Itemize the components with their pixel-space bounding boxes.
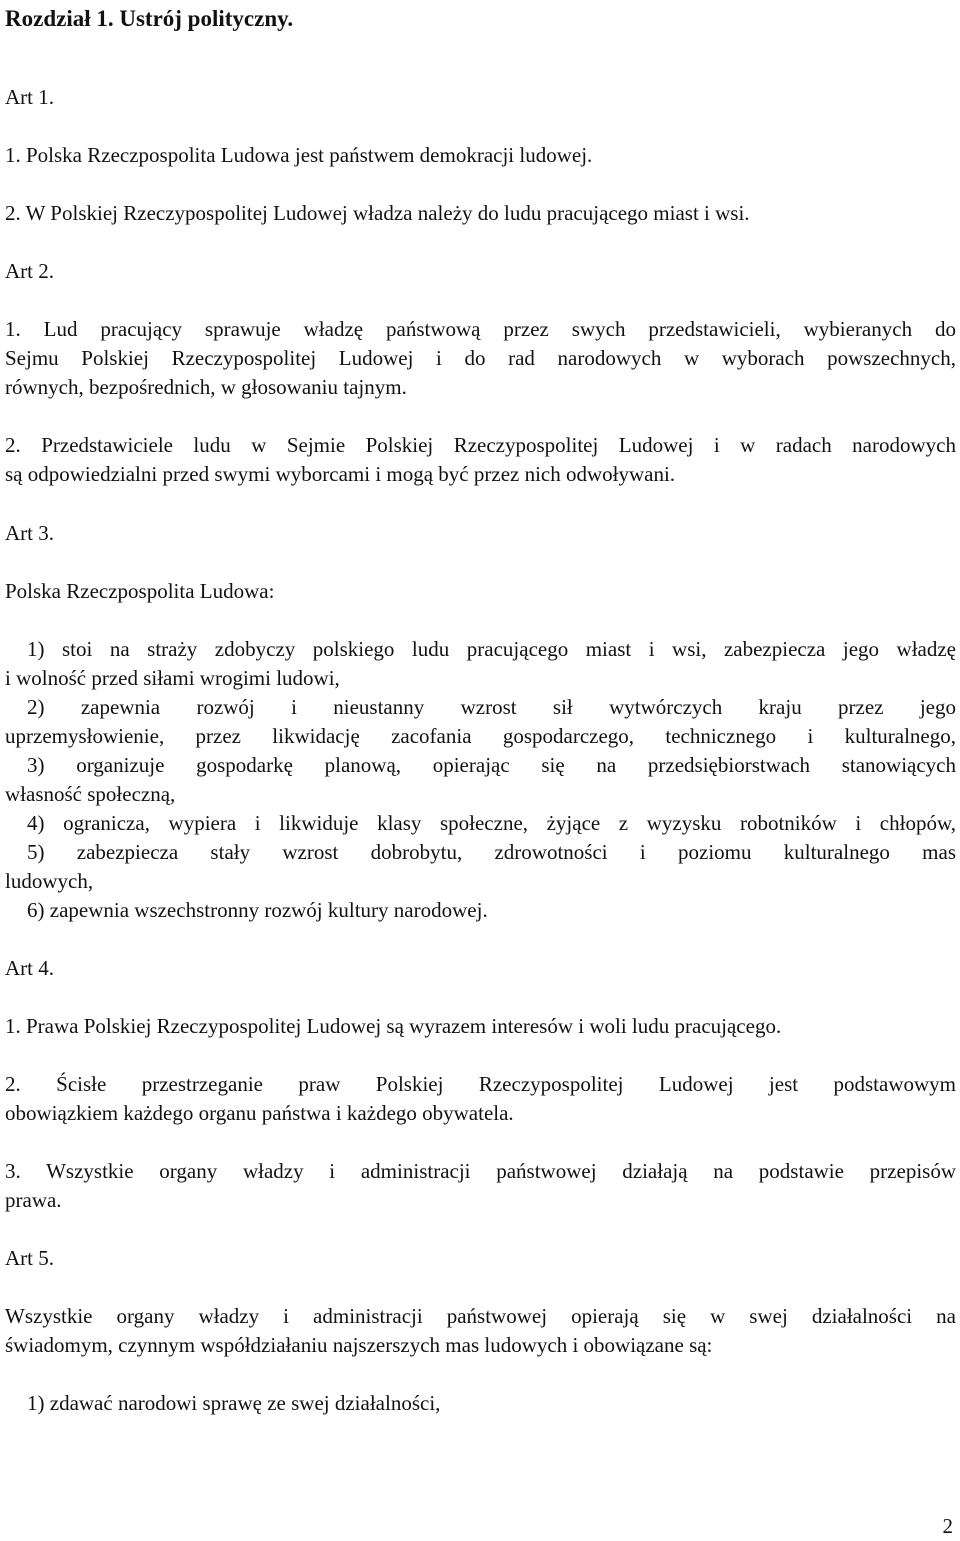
article-3-item-1-line-2: i wolność przed siłami wrogimi ludowi, xyxy=(5,666,340,690)
article-3-item-1-line-1: 1) stoi na straży zdobyczy polskiego ludu pracującego miast i wsi, zabezpiecza jego władzę xyxy=(27,637,956,661)
article-1-paragraph-2: 2. W Polskiej Rzeczypospolitej Ludowej władza należy do ludu pracującego miast i wsi. xyxy=(5,201,750,225)
article-5-paragraph-line-1: Wszystkie organy władzy i administracji państwowej opierają się w swej działalności na xyxy=(5,1304,956,1328)
article-3-item-5-line-2: ludowych, xyxy=(5,869,94,893)
article-3-item-3-line-2: własność społeczną, xyxy=(5,782,176,806)
article-5-item-1: 1) zdawać narodowi sprawę ze swej działalności, xyxy=(27,1391,441,1415)
article-4-paragraph-3-line-2: prawa. xyxy=(5,1188,62,1212)
article-5-paragraph-line-2: świadomym, czynnym współdziałaniu najszerszych mas ludowych i obowiązane są: xyxy=(5,1333,713,1357)
article-2-paragraph-1-line-3: równych, bezpośrednich, w głosowaniu tajnym. xyxy=(5,375,407,399)
article-5-title: Art 5. xyxy=(5,1246,54,1270)
article-3-item-3-line-1: 3) organizuje gospodarkę planową, opierając się na przedsiębiorstwach stanowiących xyxy=(27,753,956,777)
article-4-paragraph-2-line-2: obowiązkiem każdego organu państwa i każdego obywatela. xyxy=(5,1101,514,1125)
page-number: 2 xyxy=(942,1514,953,1538)
article-2-title: Art 2. xyxy=(5,259,54,283)
chapter-heading: Rozdział 1. Ustrój polityczny. xyxy=(5,6,294,31)
article-3-item-4: 4) ogranicza, wypiera i likwiduje klasy społeczne, żyjące z wyzysku robotników i chłopów, xyxy=(27,811,956,835)
article-2-paragraph-1-line-2: Sejmu Polskiej Rzeczypospolitej Ludowej i do rad narodowych w wyborach powszechnych, xyxy=(5,346,956,370)
article-3-intro: Polska Rzeczpospolita Ludowa: xyxy=(5,579,275,603)
article-3-item-2-line-2: uprzemysłowienie, przez likwidację zacofania gospodarczego, technicznego i kulturalnego, xyxy=(5,724,956,748)
article-4-paragraph-1: 1. Prawa Polskiej Rzeczypospolitej Ludowej są wyrazem interesów i woli ludu pracującego. xyxy=(5,1014,782,1038)
article-3-item-6: 6) zapewnia wszechstronny rozwój kultury narodowej. xyxy=(27,898,488,922)
article-3-item-2-line-1: 2) zapewnia rozwój i nieustanny wzrost sił wytwórczych kraju przez jego xyxy=(27,695,956,719)
article-2-paragraph-1-line-1: 1. Lud pracujący sprawuje władzę państwową przez swych przedstawicieli, wybieranych do xyxy=(5,317,956,341)
article-4-title: Art 4. xyxy=(5,956,54,980)
article-4-paragraph-3-line-1: 3. Wszystkie organy władzy i administracji państwowej działają na podstawie przepisów xyxy=(5,1159,956,1183)
article-3-title: Art 3. xyxy=(5,521,54,545)
article-4-paragraph-2-line-1: 2. Ścisłe przestrzeganie praw Polskiej Rzeczypospolitej Ludowej jest podstawowym xyxy=(5,1072,956,1096)
article-2-paragraph-2-line-1: 2. Przedstawiciele ludu w Sejmie Polskiej Rzeczypospolitej Ludowej i w radach narodowych xyxy=(5,433,956,457)
article-2-paragraph-2-line-2: są odpowiedzialni przed swymi wyborcami i mogą być przez nich odwoływani. xyxy=(5,462,676,486)
article-1-paragraph-1: 1. Polska Rzeczpospolita Ludowa jest państwem demokracji ludowej. xyxy=(5,143,593,167)
article-1-title: Art 1. xyxy=(5,85,54,109)
article-3-item-5-line-1: 5) zabezpiecza stały wzrost dobrobytu, zdrowotności i poziomu kulturalnego mas xyxy=(27,840,956,864)
